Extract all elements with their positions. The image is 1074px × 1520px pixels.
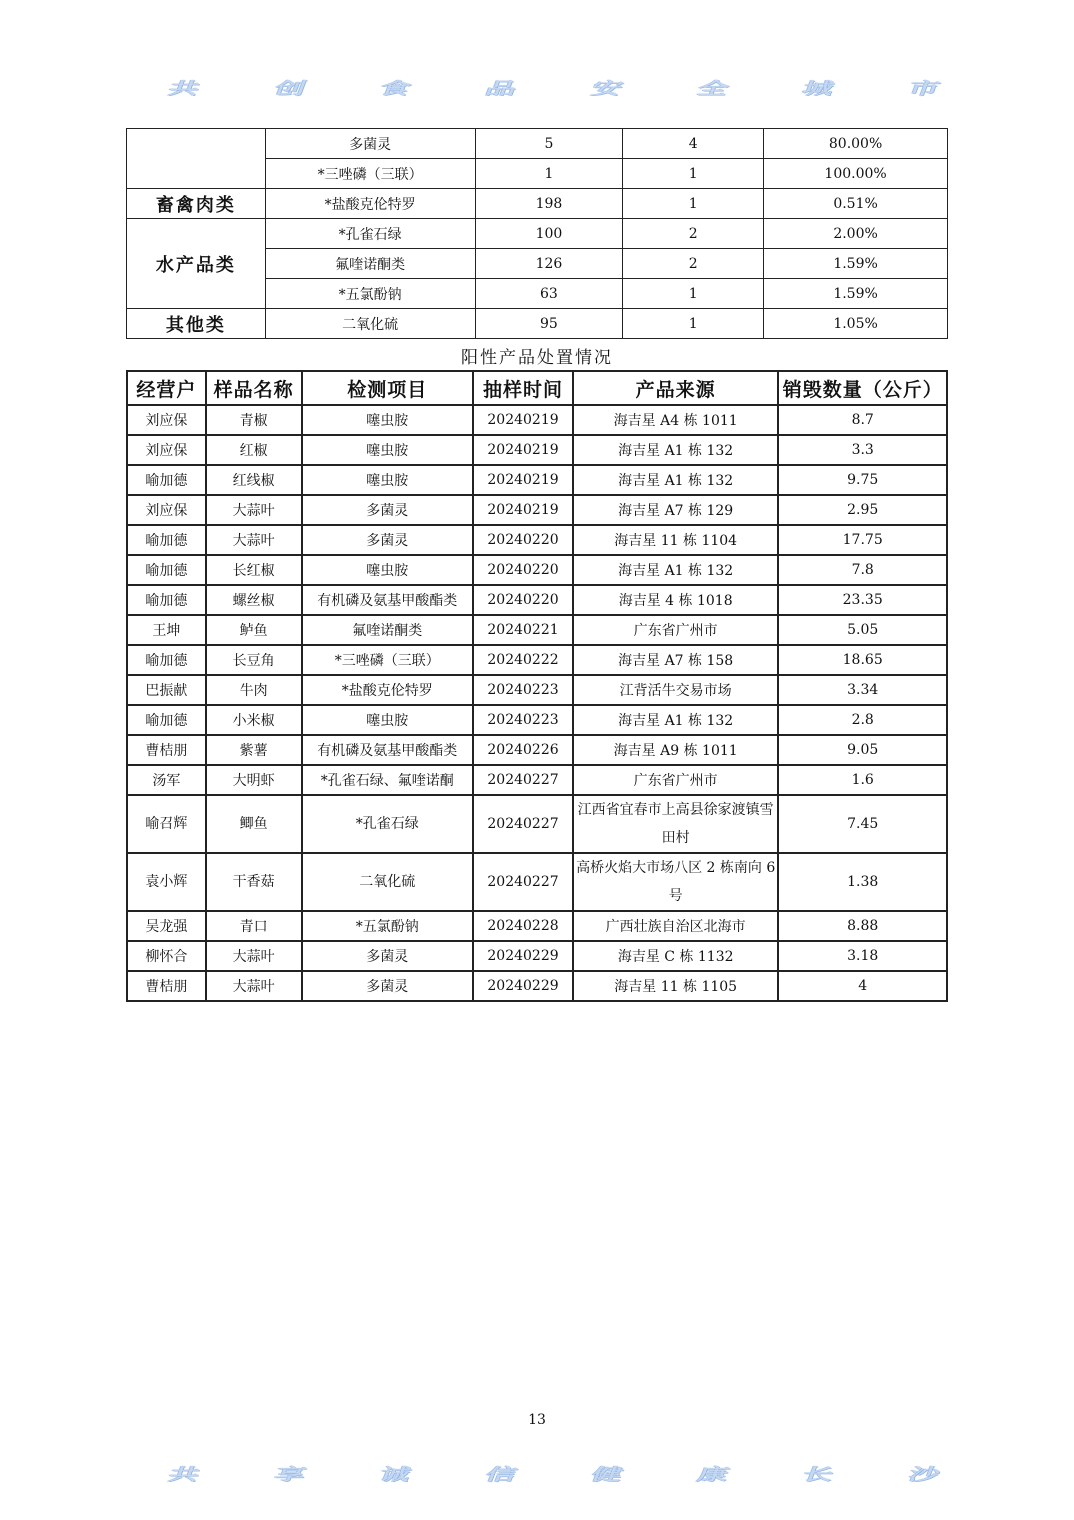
destroyed-quantity-cell: 3.3 — [778, 435, 947, 465]
summary-table — [126, 128, 948, 339]
column-header-sample: 样品名称 — [206, 371, 302, 405]
footer-slogan-char: 长 — [799, 1465, 838, 1485]
vendor-cell: 喻加德 — [127, 645, 206, 675]
sample-name-cell: 大蒜叶 — [206, 495, 302, 525]
vendor-cell: 刘应保 — [127, 495, 206, 525]
column-header-date: 抽样时间 — [473, 371, 573, 405]
table-row — [127, 645, 947, 675]
header-slogan-char: 品 — [482, 79, 521, 99]
destroyed-quantity-cell: 8.7 — [778, 405, 947, 435]
test-item-cell: 氟喹诺酮类 — [302, 615, 474, 645]
positive-rate-cell: 1.59% — [764, 249, 948, 279]
sample-name-cell: 青椒 — [206, 405, 302, 435]
header-slogan-banner — [165, 70, 943, 104]
product-source-cell: 海吉星 C 栋 1132 — [573, 941, 778, 971]
vendor-cell: 袁小辉 — [127, 853, 206, 911]
positive-count-cell: 4 — [623, 129, 764, 159]
vendor-cell: 汤军 — [127, 765, 206, 795]
footer-slogan-char: 诚 — [376, 1465, 415, 1485]
vendor-cell: 喻加德 — [127, 705, 206, 735]
test-item-cell: 有机磷及氨基甲酸酯类 — [302, 735, 474, 765]
destroyed-quantity-cell: 1.6 — [778, 765, 947, 795]
sample-count-cell: 5 — [475, 129, 623, 159]
sampling-date-cell: 20240226 — [473, 735, 573, 765]
header-slogan-char: 城 — [799, 79, 838, 99]
sampling-date-cell: 20240223 — [473, 675, 573, 705]
sampling-date-cell: 20240227 — [473, 853, 573, 911]
product-source-cell: 江背活牛交易市场 — [573, 675, 778, 705]
positive-count-cell: 1 — [623, 159, 764, 189]
sampling-date-cell: 20240227 — [473, 765, 573, 795]
product-source-cell: 海吉星 A1 栋 132 — [573, 555, 778, 585]
vendor-cell: 柳怀合 — [127, 941, 206, 971]
table-row — [127, 941, 947, 971]
table-row — [127, 189, 948, 219]
sampling-date-cell: 20240220 — [473, 555, 573, 585]
sample-name-cell: 大蒜叶 — [206, 971, 302, 1001]
sampling-date-cell: 20240222 — [473, 645, 573, 675]
table-row — [127, 795, 947, 853]
sampling-date-cell: 20240219 — [473, 435, 573, 465]
vendor-cell: 喻加德 — [127, 555, 206, 585]
vendor-cell: 曹桔朋 — [127, 971, 206, 1001]
test-item-cell: 氟喹诺酮类 — [265, 249, 475, 279]
footer-slogan-char: 共 — [165, 1465, 203, 1485]
destroyed-quantity-cell: 9.75 — [778, 465, 947, 495]
positive-count-cell: 1 — [623, 279, 764, 309]
positive-rate-cell: 80.00% — [764, 129, 948, 159]
sample-name-cell: 螺丝椒 — [206, 585, 302, 615]
sample-count-cell: 198 — [475, 189, 623, 219]
sample-name-cell: 青口 — [206, 911, 302, 941]
sampling-date-cell: 20240223 — [473, 705, 573, 735]
product-source-cell: 高桥火焰大市场八区 2 栋南向 6 号 — [573, 853, 778, 911]
product-source-cell: 广东省广州市 — [573, 765, 778, 795]
product-source-cell: 海吉星 A1 栋 132 — [573, 435, 778, 465]
disposal-table-caption: 阳性产品处置情况 — [461, 348, 613, 368]
table-row — [127, 555, 947, 585]
test-item-cell: 噻虫胺 — [302, 405, 474, 435]
vendor-cell: 喻召辉 — [127, 795, 206, 853]
test-item-cell: 噻虫胺 — [302, 705, 474, 735]
product-source-cell: 海吉星 11 栋 1105 — [573, 971, 778, 1001]
footer-slogan-char: 沙 — [905, 1465, 943, 1485]
header-slogan-char: 全 — [694, 79, 732, 99]
sample-count-cell: 95 — [475, 309, 623, 339]
sampling-date-cell: 20240219 — [473, 465, 573, 495]
test-item-cell: 多菌灵 — [302, 525, 474, 555]
header-slogan-char: 创 — [271, 79, 309, 99]
destroyed-quantity-cell: 17.75 — [778, 525, 947, 555]
test-item-cell: *孔雀石绿 — [302, 795, 474, 853]
product-source-cell: 海吉星 11 栋 1104 — [573, 525, 778, 555]
test-item-cell: *盐酸克伦特罗 — [265, 189, 475, 219]
table-row — [127, 735, 947, 765]
category-cell — [127, 129, 266, 189]
destroyed-quantity-cell: 2.95 — [778, 495, 947, 525]
destroyed-quantity-cell: 3.18 — [778, 941, 947, 971]
test-item-cell: 二氧化硫 — [265, 309, 475, 339]
footer-slogan-char: 信 — [482, 1465, 521, 1485]
column-header-vendor: 经营户 — [127, 371, 206, 405]
column-header-test: 检测项目 — [302, 371, 474, 405]
sample-name-cell: 长豆角 — [206, 645, 302, 675]
sample-name-cell: 红线椒 — [206, 465, 302, 495]
sample-count-cell: 126 — [475, 249, 623, 279]
sample-name-cell: 小米椒 — [206, 705, 302, 735]
sampling-date-cell: 20240228 — [473, 911, 573, 941]
destroyed-quantity-cell: 2.8 — [778, 705, 947, 735]
column-header-source: 产品来源 — [573, 371, 778, 405]
table-row — [127, 219, 948, 249]
destroyed-quantity-cell: 18.65 — [778, 645, 947, 675]
product-source-cell: 广东省广州市 — [573, 615, 778, 645]
sample-name-cell: 干香菇 — [206, 853, 302, 911]
product-source-cell: 江西省宜春市上高县徐家渡镇雪田村 — [573, 795, 778, 853]
disposal-table-body — [127, 405, 947, 1001]
table-row — [127, 525, 947, 555]
table-row — [127, 765, 947, 795]
sampling-date-cell: 20240227 — [473, 795, 573, 853]
header-slogan-char: 食 — [376, 79, 415, 99]
vendor-cell: 喻加德 — [127, 525, 206, 555]
table-row — [127, 705, 947, 735]
test-item-cell: 有机磷及氨基甲酸酯类 — [302, 585, 474, 615]
destroyed-quantity-cell: 3.34 — [778, 675, 947, 705]
page-number: 13 — [528, 1412, 546, 1428]
positive-rate-cell: 2.00% — [764, 219, 948, 249]
sample-name-cell: 大蒜叶 — [206, 941, 302, 971]
destroyed-quantity-cell: 5.05 — [778, 615, 947, 645]
sampling-date-cell: 20240229 — [473, 941, 573, 971]
product-source-cell: 海吉星 A7 栋 129 — [573, 495, 778, 525]
product-source-cell: 海吉星 4 栋 1018 — [573, 585, 778, 615]
vendor-cell: 喻加德 — [127, 585, 206, 615]
sample-name-cell: 大明虾 — [206, 765, 302, 795]
destroyed-quantity-cell: 23.35 — [778, 585, 947, 615]
table-row — [127, 615, 947, 645]
sample-name-cell: 红椒 — [206, 435, 302, 465]
destroyed-quantity-cell: 1.38 — [778, 853, 947, 911]
table-row — [127, 675, 947, 705]
test-item-cell: 噻虫胺 — [302, 435, 474, 465]
vendor-cell: 刘应保 — [127, 435, 206, 465]
positive-count-cell: 2 — [623, 219, 764, 249]
product-source-cell: 海吉星 A9 栋 1011 — [573, 735, 778, 765]
test-item-cell: *盐酸克伦特罗 — [302, 675, 474, 705]
test-item-cell: 多菌灵 — [302, 941, 474, 971]
header-slogan-char: 市 — [905, 79, 943, 99]
table-row — [127, 435, 947, 465]
product-source-cell: 广西壮族自治区北海市 — [573, 911, 778, 941]
footer-slogan-char: 享 — [271, 1465, 309, 1485]
positive-count-cell: 1 — [623, 309, 764, 339]
vendor-cell: 吴龙强 — [127, 911, 206, 941]
destroyed-quantity-cell: 8.88 — [778, 911, 947, 941]
footer-slogan-banner — [165, 1456, 943, 1490]
category-cell: 水产品类 — [127, 219, 266, 309]
sampling-date-cell: 20240219 — [473, 495, 573, 525]
vendor-cell: 王坤 — [127, 615, 206, 645]
test-item-cell: 二氧化硫 — [302, 853, 474, 911]
positive-rate-cell: 100.00% — [764, 159, 948, 189]
positive-count-cell: 1 — [623, 189, 764, 219]
sample-name-cell: 长红椒 — [206, 555, 302, 585]
positive-count-cell: 2 — [623, 249, 764, 279]
disposal-table — [126, 370, 948, 1002]
sampling-date-cell: 20240229 — [473, 971, 573, 1001]
test-item-cell: 多菌灵 — [265, 129, 475, 159]
sample-name-cell: 紫薯 — [206, 735, 302, 765]
sample-name-cell: 鲫鱼 — [206, 795, 302, 853]
sample-name-cell: 牛肉 — [206, 675, 302, 705]
test-item-cell: *五氯酚钠 — [302, 911, 474, 941]
positive-rate-cell: 1.59% — [764, 279, 948, 309]
positive-rate-cell: 0.51% — [764, 189, 948, 219]
sample-name-cell: 鲈鱼 — [206, 615, 302, 645]
footer-slogan-char: 康 — [694, 1465, 732, 1485]
test-item-cell: *三唑磷（三联） — [265, 159, 475, 189]
product-source-cell: 海吉星 A7 栋 158 — [573, 645, 778, 675]
test-item-cell: 噻虫胺 — [302, 465, 474, 495]
sample-count-cell: 100 — [475, 219, 623, 249]
sampling-date-cell: 20240220 — [473, 525, 573, 555]
sampling-date-cell: 20240221 — [473, 615, 573, 645]
sampling-date-cell: 20240220 — [473, 585, 573, 615]
product-source-cell: 海吉星 A1 栋 132 — [573, 705, 778, 735]
category-cell: 畜禽肉类 — [127, 189, 266, 219]
test-item-cell: *孔雀石绿、氟喹诺酮 — [302, 765, 474, 795]
vendor-cell: 巴振献 — [127, 675, 206, 705]
test-item-cell: 多菌灵 — [302, 495, 474, 525]
column-header-quantity: 销毁数量（公斤） — [778, 371, 947, 405]
table-row — [127, 971, 947, 1001]
table-row — [127, 405, 947, 435]
sample-name-cell: 大蒜叶 — [206, 525, 302, 555]
destroyed-quantity-cell: 4 — [778, 971, 947, 1001]
sample-count-cell: 63 — [475, 279, 623, 309]
table-row — [127, 853, 947, 911]
test-item-cell: *孔雀石绿 — [265, 219, 475, 249]
positive-rate-cell: 1.05% — [764, 309, 948, 339]
test-item-cell: 噻虫胺 — [302, 555, 474, 585]
table-row — [127, 495, 947, 525]
test-item-cell: *三唑磷（三联） — [302, 645, 474, 675]
destroyed-quantity-cell: 9.05 — [778, 735, 947, 765]
test-item-cell: *五氯酚钠 — [265, 279, 475, 309]
test-item-cell: 多菌灵 — [302, 971, 474, 1001]
table-row — [127, 129, 948, 159]
sample-count-cell: 1 — [475, 159, 623, 189]
header-slogan-char: 共 — [165, 79, 203, 99]
footer-slogan-char: 健 — [588, 1465, 626, 1485]
table-row — [127, 911, 947, 941]
vendor-cell: 喻加德 — [127, 465, 206, 495]
destroyed-quantity-cell: 7.8 — [778, 555, 947, 585]
table-row — [127, 465, 947, 495]
vendor-cell: 曹桔朋 — [127, 735, 206, 765]
product-source-cell: 海吉星 A4 栋 1011 — [573, 405, 778, 435]
product-source-cell: 海吉星 A1 栋 132 — [573, 465, 778, 495]
sampling-date-cell: 20240219 — [473, 405, 573, 435]
destroyed-quantity-cell: 7.45 — [778, 795, 947, 853]
vendor-cell: 刘应保 — [127, 405, 206, 435]
category-cell: 其他类 — [127, 309, 266, 339]
header-slogan-char: 安 — [588, 79, 626, 99]
table-header-row — [127, 371, 947, 405]
table-row — [127, 309, 948, 339]
table-row — [127, 585, 947, 615]
